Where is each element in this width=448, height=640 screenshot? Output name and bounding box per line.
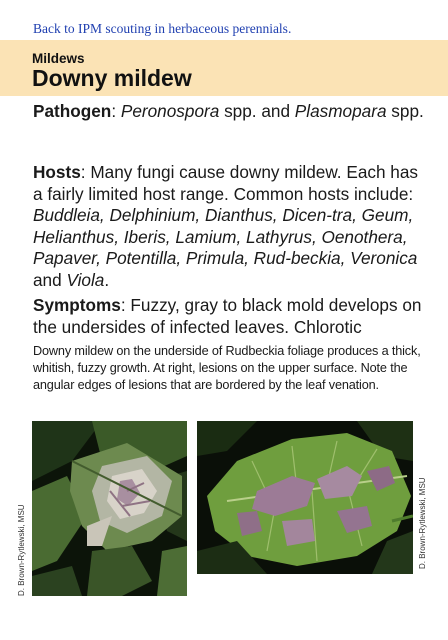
back-link[interactable]: Back to IPM scouting in herbaceous perennials. [33,21,292,36]
photo-credit-right: D. Brown-Rytlewski, MSU [418,477,427,569]
hosts-label: Hosts [33,162,81,182]
pathogen-paragraph [33,101,425,123]
pathogen-name-2: Plasmopara [294,101,387,121]
photo-credit-left: D. Brown-Rytlewski, MSU [17,504,26,596]
pathogen-name-1: Peronospora [120,101,220,121]
hosts-genera: Buddleia, Delphinium, Dianthus, Dicen-tra, Geum, Helianthus, Iberis, Lamium, Lathyrus, Oenothera, Papaver, Potentilla, Primula, Rud-beckia, Veronica [33,205,418,268]
photo-caption: Downy mildew on the underside of Rudbeckia foliage produces a thick, whitish, fuzzy growth. At right, lesions on the upper surface. Note the angular edges of lesions that are bordered by the leaf venation. [33,344,421,392]
symptoms-text: : Fuzzy, gray to black mold develops on the undersides of infected leaves. Chlorotic [33,295,422,337]
hosts-last: Viola [66,269,105,290]
symptoms-label: Symptoms [33,295,121,315]
pathogen-end: spp. [386,101,424,121]
symptoms-paragraph [33,295,425,338]
rudbeckia-underside-photo [32,421,187,596]
hosts-and: and [33,269,67,290]
pathogen-sep: : [111,101,121,121]
leaf-upper-surface-photo [197,421,413,574]
hosts-intro: : Many fungi cause downy mildew. Each has a fairly limited host range. Common hosts include: [33,162,419,204]
section-label: Mildews [32,51,85,66]
leaf-upper-surface-illustration [197,421,413,574]
hosts-end: . [104,269,110,290]
pathogen-mid: spp. and [219,101,295,121]
hosts-paragraph [33,162,425,291]
pathogen-label: Pathogen [33,101,112,121]
rudbeckia-underside-illustration [32,421,187,596]
page-title: Downy mildew [32,65,192,91]
